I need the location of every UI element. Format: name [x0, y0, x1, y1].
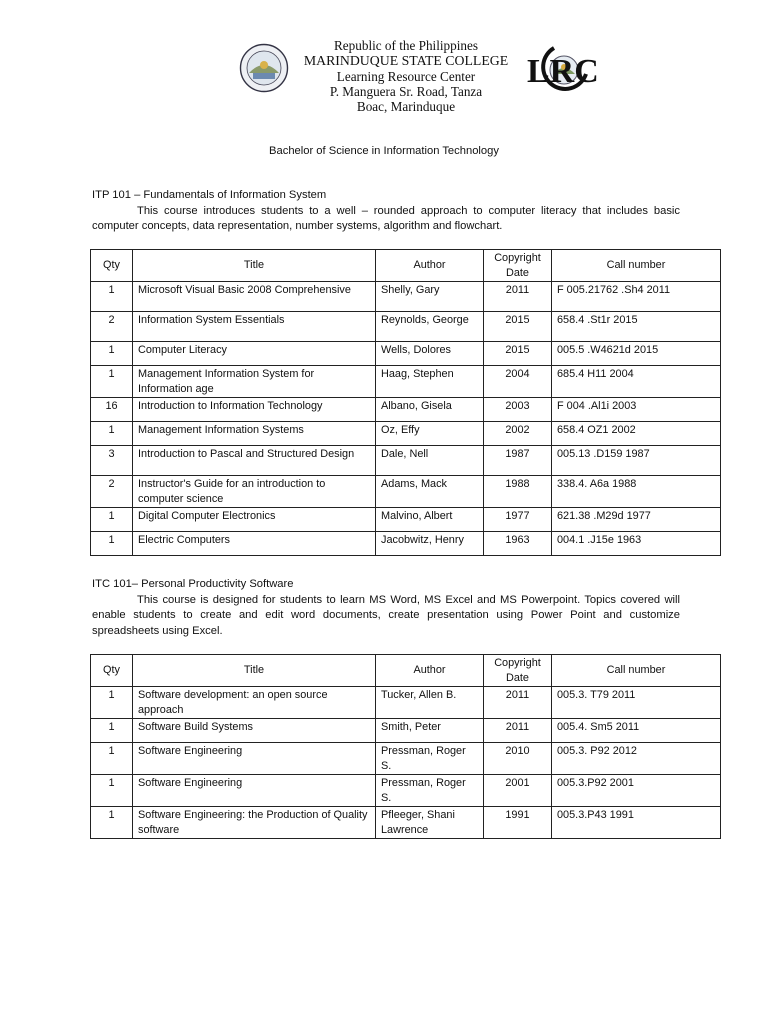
- table-header-row: [91, 250, 721, 282]
- cell-qty: 1: [91, 508, 133, 532]
- column-header-call-number: Call number: [552, 655, 721, 687]
- header-city: Boac, Marinduque: [356, 99, 456, 115]
- header-street: P. Manguera Sr. Road, Tanza: [329, 83, 483, 99]
- cell-title: Management Information System for Information age: [133, 366, 376, 398]
- program-title: Bachelor of Science in Information Technology: [269, 145, 499, 157]
- cell-title: Software Engineering: the Production of Quality software: [133, 807, 376, 839]
- cell-qty: 1: [91, 342, 133, 366]
- cell-copyright-date: 2015: [484, 342, 552, 366]
- cell-call-number: 621.38 .M29d 1977: [552, 508, 721, 532]
- cell-call-number: 005.3.P92 2001: [552, 775, 721, 807]
- cell-author: Jacobwitz, Henry: [376, 532, 484, 556]
- book-table: [90, 249, 721, 556]
- cell-call-number: F 005.21762 .Sh4 2011: [552, 282, 721, 312]
- cell-qty: 1: [91, 807, 133, 839]
- cell-qty: 1: [91, 366, 133, 398]
- cell-title: Instructor's Guide for an introduction to computer science: [133, 476, 376, 508]
- cell-copyright-date: 2010: [484, 743, 552, 775]
- cell-copyright-date: 2003: [484, 398, 552, 422]
- cell-copyright-date: 1963: [484, 532, 552, 556]
- cell-title: Software Build Systems: [133, 719, 376, 743]
- course-description: This course is designed for students to learn MS Word, MS Excel and MS Powerpoint. Topics covered will enable students to create and edit word documents, create presentation using Power Point and customize spreadsheets using Excel.: [92, 594, 680, 637]
- cell-qty: 3: [91, 446, 133, 476]
- cell-author: Adams, Mack: [376, 476, 484, 508]
- cell-qty: 2: [91, 476, 133, 508]
- column-header-call-number: Call number: [552, 250, 721, 282]
- book-table: [90, 654, 721, 839]
- table-header-row: [91, 655, 721, 687]
- cell-call-number: F 004 .Al1i 2003: [552, 398, 721, 422]
- cell-author: Albano, Gisela: [376, 398, 484, 422]
- cell-author: Wells, Dolores: [376, 342, 484, 366]
- header-department: Learning Resource Center: [336, 68, 476, 84]
- column-header-copyright-date: Copyright Date: [484, 655, 552, 687]
- cell-title: Introduction to Pascal and Structured Design: [133, 446, 376, 476]
- column-header-qty: Qty: [91, 250, 133, 282]
- course-description: This course introduces students to a well – rounded approach to computer literacy that includes basic computer concepts, data representation, number systems, algorithm and flowchart.: [92, 205, 680, 233]
- cell-author: Reynolds, George: [376, 312, 484, 342]
- cell-call-number: 005.3.P43 1991: [552, 807, 721, 839]
- college-seal-icon: [239, 43, 289, 93]
- cell-copyright-date: 1991: [484, 807, 552, 839]
- cell-title: Computer Literacy: [133, 342, 376, 366]
- cell-author: Malvino, Albert: [376, 508, 484, 532]
- column-header-author: Author: [376, 250, 484, 282]
- table-row: [91, 422, 721, 446]
- cell-title: Management Information Systems: [133, 422, 376, 446]
- cell-title: Digital Computer Electronics: [133, 508, 376, 532]
- lrc-logo-letters: LRC: [527, 53, 599, 90]
- column-header-title: Title: [133, 655, 376, 687]
- table-row: [91, 446, 721, 476]
- table-row: [91, 719, 721, 743]
- cell-call-number: 005.3. P92 2012: [552, 743, 721, 775]
- cell-call-number: 005.4. Sm5 2011: [552, 719, 721, 743]
- cell-qty: 1: [91, 687, 133, 719]
- header-college-name: MARINDUQUE STATE COLLEGE: [303, 53, 509, 69]
- cell-title: Information System Essentials: [133, 312, 376, 342]
- cell-title: Software Engineering: [133, 743, 376, 775]
- cell-title: Software development: an open source approach: [133, 687, 376, 719]
- cell-title: Introduction to Information Technology: [133, 398, 376, 422]
- lrc-logo-icon: [524, 44, 599, 96]
- cell-call-number: 658.4 .St1r 2015: [552, 312, 721, 342]
- cell-call-number: 338.4. A6a 1988: [552, 476, 721, 508]
- institution-block: [290, 38, 522, 114]
- cell-qty: 1: [91, 422, 133, 446]
- cell-copyright-date: 2011: [484, 719, 552, 743]
- cell-author: Pressman, Roger S.: [376, 743, 484, 775]
- cell-copyright-date: 2004: [484, 366, 552, 398]
- cell-author: Dale, Nell: [376, 446, 484, 476]
- cell-qty: 2: [91, 312, 133, 342]
- cell-call-number: 658.4 OZ1 2002: [552, 422, 721, 446]
- table-row: [91, 687, 721, 719]
- table-row: [91, 508, 721, 532]
- cell-qty: 1: [91, 282, 133, 312]
- cell-qty: 1: [91, 775, 133, 807]
- cell-copyright-date: 1987: [484, 446, 552, 476]
- cell-qty: 1: [91, 719, 133, 743]
- cell-author: Smith, Peter: [376, 719, 484, 743]
- cell-title: Microsoft Visual Basic 2008 Comprehensive: [133, 282, 376, 312]
- cell-call-number: 005.5 .W4621d 2015: [552, 342, 721, 366]
- cell-qty: 16: [91, 398, 133, 422]
- cell-call-number: 005.3. T79 2011: [552, 687, 721, 719]
- cell-author: Haag, Stephen: [376, 366, 484, 398]
- table-row: [91, 312, 721, 342]
- column-header-qty: Qty: [91, 655, 133, 687]
- cell-author: Oz, Effy: [376, 422, 484, 446]
- table-row: [91, 398, 721, 422]
- cell-title: Electric Computers: [133, 532, 376, 556]
- column-header-copyright-date: Copyright Date: [484, 250, 552, 282]
- table-row: [91, 476, 721, 508]
- cell-copyright-date: 2002: [484, 422, 552, 446]
- cell-call-number: 004.1 .J15e 1963: [552, 532, 721, 556]
- column-header-author: Author: [376, 655, 484, 687]
- cell-copyright-date: 2015: [484, 312, 552, 342]
- cell-author: Tucker, Allen B.: [376, 687, 484, 719]
- course-title: ITP 101 – Fundamentals of Information System: [92, 189, 327, 201]
- table-row: [91, 342, 721, 366]
- cell-call-number: 685.4 H11 2004: [552, 366, 721, 398]
- table-row: [91, 807, 721, 839]
- table-row: [91, 743, 721, 775]
- cell-copyright-date: 1977: [484, 508, 552, 532]
- cell-copyright-date: 1988: [484, 476, 552, 508]
- cell-copyright-date: 2011: [484, 687, 552, 719]
- table-row: [91, 775, 721, 807]
- cell-author: Pfleeger, Shani Lawrence: [376, 807, 484, 839]
- cell-title: Software Engineering: [133, 775, 376, 807]
- document-header: [0, 38, 768, 120]
- table-row: [91, 366, 721, 398]
- cell-qty: 1: [91, 743, 133, 775]
- cell-author: Pressman, Roger S.: [376, 775, 484, 807]
- cell-qty: 1: [91, 532, 133, 556]
- cell-copyright-date: 2011: [484, 282, 552, 312]
- cell-author: Shelly, Gary: [376, 282, 484, 312]
- table-row: [91, 282, 721, 312]
- course-title: ITC 101– Personal Productivity Software: [92, 578, 294, 590]
- column-header-title: Title: [133, 250, 376, 282]
- cell-call-number: 005.13 .D159 1987: [552, 446, 721, 476]
- header-country: Republic of the Philippines: [334, 38, 478, 53]
- cell-copyright-date: 2001: [484, 775, 552, 807]
- table-row: [91, 532, 721, 556]
